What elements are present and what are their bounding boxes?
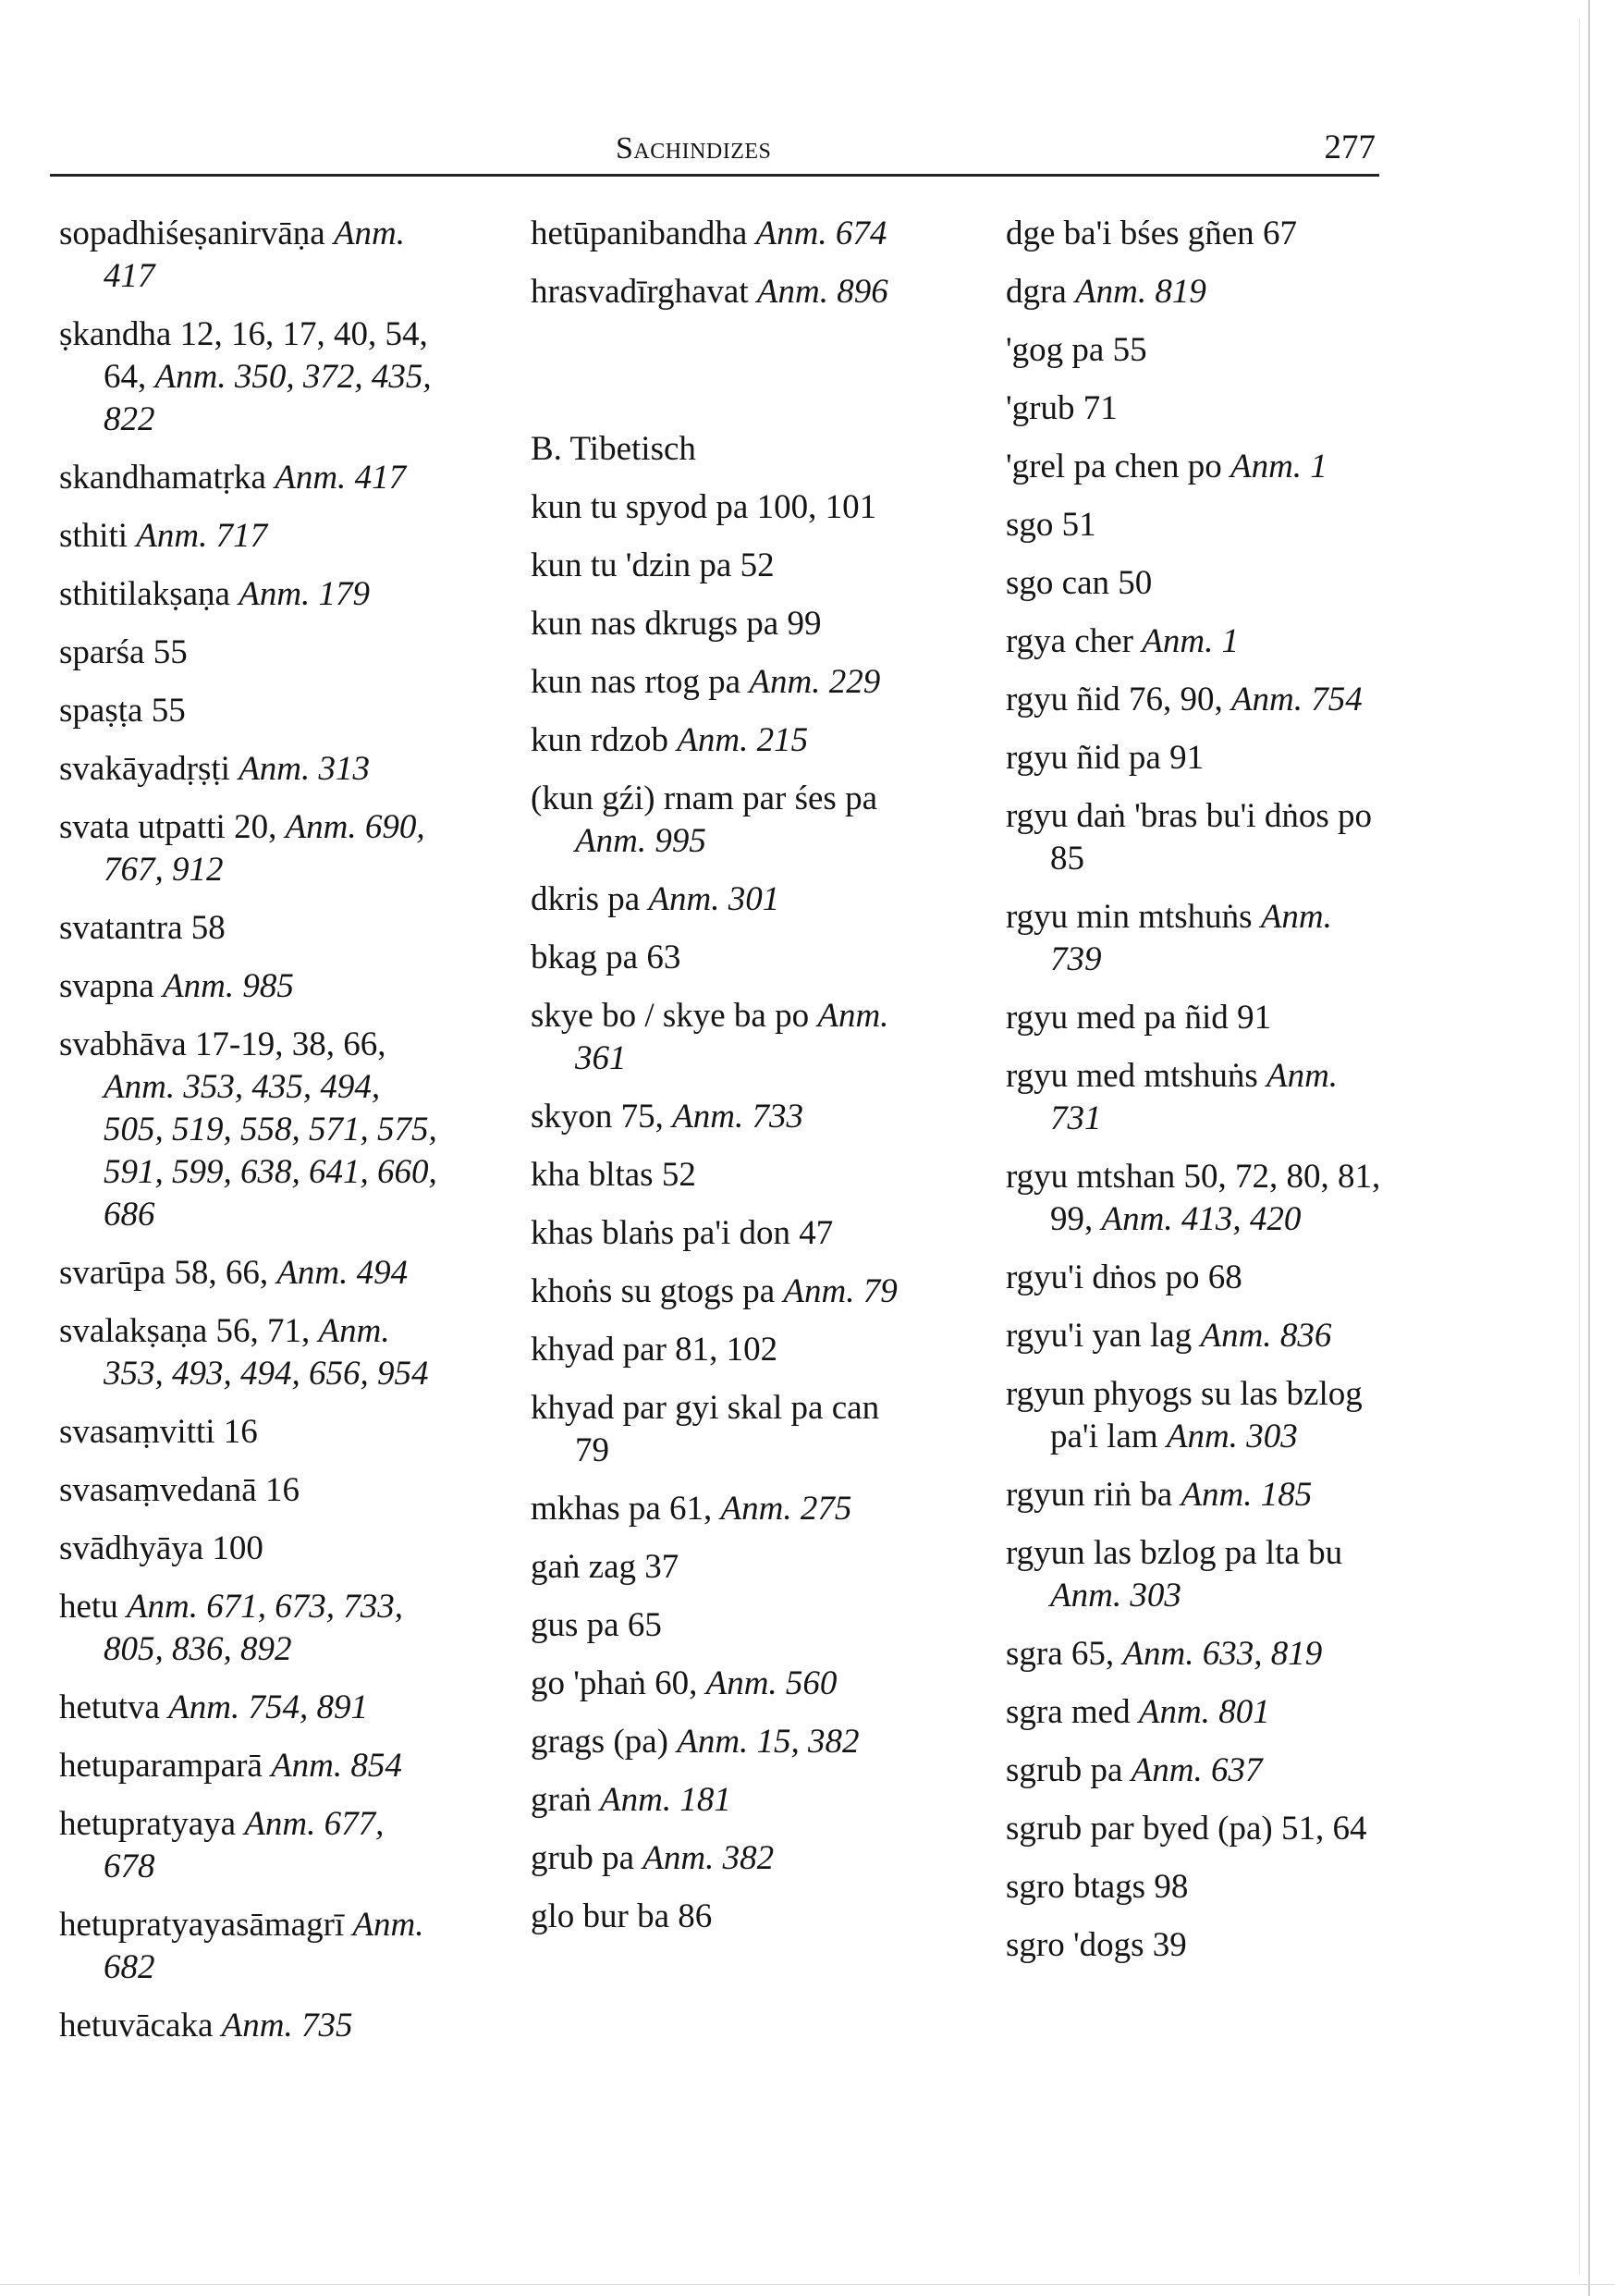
running-header [50, 120, 1379, 177]
note-refs: 896 [837, 273, 888, 311]
page-refs: 91 [1169, 739, 1205, 777]
index-term: 'grub [1006, 389, 1075, 427]
index-term: rgyu mtshan [1006, 1158, 1176, 1196]
page-refs: 51 [1061, 506, 1096, 544]
index-term: rgyu med mtshuṅs [1006, 1057, 1258, 1095]
index-term: kun rdzob [531, 721, 668, 759]
page-refs: 100 [212, 1529, 263, 1567]
note-label: Anm. [720, 1490, 792, 1528]
index-term: glo bur ba [531, 1897, 670, 1935]
index-term: svatantra [59, 909, 183, 947]
note-label: Anm. [1075, 273, 1147, 311]
index-entry [531, 1721, 910, 1763]
index-entry [1006, 1808, 1385, 1850]
note-label: Anm. [1230, 681, 1303, 718]
index-term: sgrub par byed (pa) [1006, 1810, 1273, 1848]
index-entry [59, 1586, 438, 1671]
note-refs: 361 [575, 1039, 627, 1077]
index-entry [531, 603, 910, 645]
note-label: Anm. [672, 1098, 744, 1136]
note-label: Anm. [275, 459, 347, 497]
index-entry [531, 1546, 910, 1589]
index-entry [59, 1528, 438, 1570]
index-entry [1006, 446, 1385, 488]
note-refs: 690, 767, 912 [104, 808, 425, 889]
page-refs: 50, 72, 80, 81, 99, [1050, 1158, 1381, 1238]
index-entry [59, 2005, 438, 2047]
index-term: hetupratyayasāmagrī [59, 1906, 345, 1944]
index-term: rgyun riṅ ba [1006, 1476, 1173, 1514]
note-label: Anm. [163, 967, 235, 1005]
note-refs: 819 [1155, 273, 1206, 311]
page-edge-line [1588, 0, 1590, 2296]
index-entry [1006, 1924, 1385, 1967]
index-term: rgyun las bzlog pa lta bu [1006, 1534, 1343, 1572]
index-entry [531, 661, 910, 704]
index-term: sgra [1006, 1635, 1063, 1673]
index-entry [531, 271, 910, 313]
note-refs: 754 [1311, 681, 1363, 718]
index-term: khyad par gyi skal pa can [531, 1389, 880, 1427]
index-term: skye bo / skye ba po [531, 997, 810, 1035]
header-title: Sachindizes [616, 131, 772, 166]
index-term: sopadhiśeṣanirvāṇa [59, 215, 325, 252]
index-entry [1006, 1866, 1385, 1909]
note-label: Anm. [677, 1723, 749, 1761]
note-refs: 301 [728, 880, 780, 918]
note-label: Anm. [1266, 1057, 1339, 1095]
page-refs: 61, [669, 1490, 713, 1528]
page-refs: 63 [646, 939, 681, 976]
note-refs: 995 [655, 822, 706, 860]
index-entry [531, 1212, 910, 1255]
note-label: Anm. [1131, 1751, 1203, 1789]
note-refs: 382 [722, 1839, 775, 1877]
index-entry [1006, 1532, 1385, 1617]
page-refs: 16 [264, 1471, 300, 1509]
index-entry [59, 1310, 438, 1395]
index-term: 'grel pa chen po [1006, 448, 1222, 485]
index-entry [531, 1329, 910, 1371]
page-refs: 65 [627, 1606, 662, 1644]
page-refs: 39 [1152, 1926, 1187, 1964]
page-refs: 55 [1112, 331, 1147, 369]
note-refs: 413, 420 [1181, 1200, 1302, 1238]
note-refs: 353, 493, 494, 656, 954 [104, 1355, 429, 1393]
index-term: go 'phaṅ [531, 1664, 646, 1702]
note-refs: 303 [1130, 1577, 1181, 1615]
note-label: Anm. [352, 1906, 424, 1944]
index-entry [59, 573, 438, 616]
index-entry [1006, 213, 1385, 255]
index-term: khoṅs su gtogs pa [531, 1272, 776, 1310]
index-entry [531, 778, 910, 863]
index-term: svakāyadṛṣṭi [59, 750, 230, 788]
index-entry [59, 1904, 438, 1989]
index-entry [59, 313, 438, 441]
page-refs: 52 [661, 1156, 696, 1194]
page-refs: 55 [151, 692, 186, 730]
index-term: hetuvācaka [59, 2007, 214, 2044]
index-term: bkag pa [531, 939, 639, 976]
index-term: 'gog pa [1006, 331, 1105, 369]
index-entry [531, 1387, 910, 1472]
index-entry [59, 1024, 438, 1236]
page-refs: 47 [799, 1214, 834, 1252]
note-label: Anm. [642, 1839, 715, 1877]
index-term: svalakṣaṇa [59, 1312, 208, 1350]
note-label: Anm. [749, 663, 821, 701]
note-refs: 417 [104, 257, 155, 295]
note-refs: 717 [215, 517, 268, 555]
note-label: Anm. [705, 1664, 777, 1702]
index-entry [1006, 997, 1385, 1039]
index-entry [59, 965, 438, 1008]
note-refs: 1 [1310, 448, 1327, 485]
note-label: Anm. [239, 575, 311, 613]
note-label: Anm. [271, 1747, 343, 1785]
index-entry [1006, 1750, 1385, 1792]
page-bottom-line [0, 2284, 1615, 2285]
index-entry [1006, 795, 1385, 880]
note-label: Anm. [1122, 1635, 1194, 1673]
note-refs: 1 [1221, 622, 1240, 660]
note-label: Anm. [648, 880, 720, 918]
index-entry [1006, 329, 1385, 372]
note-refs: 275 [800, 1490, 852, 1528]
index-entry [1006, 620, 1385, 663]
index-entry [531, 1271, 910, 1313]
index-entry [59, 457, 438, 499]
index-term: rgyu ñid [1006, 681, 1120, 718]
index-term: kun nas rtog pa [531, 663, 741, 701]
index-term: gaṅ zag [531, 1548, 637, 1586]
note-refs: 633, 819 [1202, 1635, 1323, 1673]
index-entry [531, 719, 910, 762]
index-term: svasaṃvitti [59, 1413, 215, 1451]
index-entry [59, 1745, 438, 1787]
note-refs: 801 [1218, 1693, 1270, 1731]
index-entry [1006, 562, 1385, 605]
index-entry [531, 1779, 910, 1822]
page-refs: 37 [644, 1548, 679, 1586]
note-refs: 836 [1279, 1317, 1332, 1355]
index-entry [531, 878, 910, 921]
index-entry [531, 213, 910, 255]
index-term: skandhamatṛka [59, 459, 266, 497]
index-column-1 [59, 213, 438, 2063]
note-label: Anm. [136, 517, 208, 555]
sanskrit-continuation [531, 213, 910, 313]
index-term: graṅ [531, 1781, 592, 1819]
index-term: khas blaṅs pa'i don [531, 1214, 791, 1252]
note-refs: 731 [1050, 1099, 1102, 1137]
page-refs: 20, [234, 808, 277, 846]
note-label: Anm. [104, 1068, 176, 1106]
index-entry [59, 1687, 438, 1729]
index-term: svarūpa [59, 1254, 166, 1292]
index-entry [531, 1488, 910, 1530]
index-term: rgyu daṅ 'bras bu'i dṅos po [1006, 797, 1372, 835]
page-refs: 75, [620, 1098, 664, 1136]
note-refs: 854 [350, 1747, 402, 1785]
note-label: Anm. [1260, 898, 1332, 936]
note-label: Anm. [756, 273, 828, 311]
note-label: Anm. [1200, 1317, 1272, 1355]
note-label: Anm. [755, 215, 827, 252]
note-refs: 215 [756, 721, 809, 759]
index-entry [59, 1803, 438, 1888]
index-term: rgya cher [1006, 622, 1133, 660]
index-entry [59, 806, 438, 891]
index-entry [59, 1469, 438, 1512]
index-entry [1006, 1474, 1385, 1516]
note-refs: 637 [1210, 1751, 1263, 1789]
index-entry [1006, 1691, 1385, 1734]
index-term: grags (pa) [531, 1723, 668, 1761]
page-refs: 71 [1083, 389, 1118, 427]
index-term: mkhas pa [531, 1490, 661, 1528]
tibetan-entries [531, 486, 910, 1938]
index-term: hrasvadīrghavat [531, 273, 749, 311]
index-entry [1006, 737, 1385, 780]
note-label: Anm. [285, 808, 357, 846]
index-entry [531, 1837, 910, 1880]
note-refs: 185 [1260, 1476, 1313, 1514]
index-term: dgra [1006, 273, 1067, 311]
note-label: Anm. [600, 1781, 672, 1819]
index-term: rgyu med pa ñid [1006, 999, 1229, 1037]
note-refs: 313 [318, 750, 371, 788]
index-term: hetutva [59, 1688, 160, 1726]
index-term: kun tu 'dzin pa [531, 546, 732, 584]
page-refs: 81, 102 [675, 1331, 778, 1369]
page-refs: 55 [153, 633, 188, 671]
index-term: sthiti [59, 517, 128, 555]
index-entry [1006, 1257, 1385, 1299]
index-entry [531, 995, 910, 1080]
page-edge-line-inner [1579, 18, 1580, 2275]
page-refs: 85 [1050, 840, 1084, 878]
index-term: kun tu spyod pa [531, 488, 749, 526]
note-label: Anm. [1230, 448, 1303, 485]
page-refs: 76, 90, [1128, 681, 1223, 718]
note-refs: 733 [752, 1098, 803, 1136]
note-refs: 353, 435, 494, 505, 519, 558, 571, 575, 591, 599, 638, 641, 660, 686 [104, 1068, 437, 1234]
note-label: Anm. [783, 1272, 855, 1310]
page-refs: 50 [1118, 564, 1153, 602]
index-term: rgyun phyogs su las bzlog pa'i lam [1006, 1375, 1363, 1455]
index-entry [531, 486, 910, 529]
page-refs: 67 [1262, 215, 1297, 252]
index-entry [1006, 1055, 1385, 1140]
note-refs: 985 [242, 967, 294, 1005]
index-term: sgro 'dogs [1006, 1926, 1144, 1964]
note-label: Anm. [168, 1688, 240, 1726]
note-label: Anm. [276, 1254, 349, 1292]
index-term: spaṣṭa [59, 692, 143, 730]
index-entry [59, 690, 438, 732]
page-refs: 65, [1071, 1635, 1115, 1673]
index-entry [531, 545, 910, 587]
page-refs: 60, [655, 1664, 698, 1702]
index-entry [531, 1663, 910, 1705]
section-heading-tibetan: B. Tibetisch [531, 430, 696, 468]
page-refs: 58, 66, [174, 1254, 269, 1292]
index-term: kun nas dkrugs pa [531, 605, 779, 643]
index-entry [1006, 896, 1385, 981]
index-term: svādhyāya [59, 1529, 204, 1567]
index-term: rgyu'i dṅos po [1006, 1259, 1200, 1296]
note-refs: 79 [863, 1272, 898, 1310]
note-label: Anm. [1142, 622, 1214, 660]
index-entry [531, 1096, 910, 1138]
page-number: 277 [1324, 129, 1376, 166]
index-entry [1006, 679, 1385, 721]
note-refs: 303 [1246, 1418, 1298, 1455]
index-entry [59, 1252, 438, 1295]
index-term: rgyu ñid pa [1006, 739, 1161, 777]
index-term: sgo can [1006, 564, 1109, 602]
index-term: rgyu'i yan lag [1006, 1317, 1193, 1355]
index-term: (kun gźi) rnam par śes pa [531, 780, 878, 817]
page-refs: 12, 16, 17, 40, 54, 64, [104, 315, 428, 396]
index-entry [59, 213, 438, 298]
index-term: gus pa [531, 1606, 619, 1644]
note-label: Anm. [1050, 1577, 1122, 1615]
note-refs: 674 [835, 215, 887, 252]
page-refs: 91 [1237, 999, 1272, 1037]
note-refs: 671, 673, 733, 805, 836, 892 [104, 1588, 404, 1668]
note-refs: 229 [828, 663, 881, 701]
index-term: rgyu min mtshuṅs [1006, 898, 1253, 936]
index-term: sgo [1006, 506, 1054, 544]
note-refs: 739 [1050, 940, 1102, 978]
index-column-3 [1006, 213, 1385, 1983]
note-label: Anm. [318, 1312, 390, 1350]
index-entry [1006, 504, 1385, 546]
index-term: kha bltas [531, 1156, 654, 1194]
note-label: Anm. [1101, 1200, 1173, 1238]
index-entry [59, 748, 438, 791]
index-entry [531, 1154, 910, 1197]
note-label: Anm. [154, 358, 226, 396]
index-entry [1006, 1373, 1385, 1458]
note-refs: 682 [104, 1948, 155, 1986]
index-entry [1006, 1633, 1385, 1676]
index-entry [59, 907, 438, 950]
note-label: Anm. [1166, 1418, 1238, 1455]
note-refs: 15, 382 [756, 1723, 860, 1761]
index-entry [531, 1896, 910, 1938]
index-term: khyad par [531, 1331, 667, 1369]
note-refs: 350, 372, 435, 822 [104, 358, 432, 438]
index-entry [59, 515, 438, 558]
index-term: sgra med [1006, 1693, 1131, 1731]
index-term: sgrub pa [1006, 1751, 1123, 1789]
note-label: Anm. [1138, 1693, 1210, 1731]
index-term: sparśa [59, 633, 145, 671]
index-term: dkris pa [531, 880, 641, 918]
page-refs: 100, 101 [756, 488, 877, 526]
note-refs: 677, 678 [104, 1805, 385, 1885]
index-entry [531, 1604, 910, 1647]
index-term: hetūpanibandha [531, 215, 748, 252]
note-label: Anm. [1181, 1476, 1253, 1514]
page-refs: 51, 64 [1280, 1810, 1367, 1848]
note-refs: 560 [785, 1664, 838, 1702]
index-entry [1006, 1315, 1385, 1357]
note-label: Anm. [126, 1588, 199, 1626]
note-refs: 417 [354, 459, 407, 497]
index-term: hetupratyaya [59, 1805, 237, 1843]
index-entry [1006, 271, 1385, 313]
page-refs: 98 [1154, 1868, 1189, 1906]
index-entry [59, 632, 438, 674]
index-term: hetu [59, 1588, 118, 1626]
note-label: Anm. [677, 721, 749, 759]
index-term: ṣkandha [59, 315, 172, 353]
page-refs: 16 [223, 1413, 258, 1451]
index-column-2 [531, 213, 910, 1954]
note-refs: 181 [679, 1781, 731, 1819]
index-term: hetuparamparā [59, 1747, 263, 1785]
note-label: Anm. [817, 997, 889, 1035]
note-label: Anm. [244, 1805, 316, 1843]
note-label: Anm. [333, 215, 406, 252]
note-label: Anm. [221, 2007, 293, 2044]
note-refs: 179 [318, 575, 371, 613]
page-refs: 58 [190, 909, 226, 947]
index-term: svapna [59, 967, 154, 1005]
index-entry [1006, 387, 1385, 430]
note-refs: 735 [300, 2007, 353, 2044]
index-term: svasaṃvedanā [59, 1471, 257, 1509]
page-refs: 56, 71, [215, 1312, 311, 1350]
index-term: svata utpatti [59, 808, 226, 846]
index-entry [1006, 1156, 1385, 1241]
index-entry [59, 1411, 438, 1454]
page-refs: 79 [575, 1431, 609, 1469]
index-term: sthitilakṣaṇa [59, 575, 230, 613]
note-label: Anm. [239, 750, 311, 788]
index-term: svabhāva [59, 1025, 187, 1063]
page-refs: 86 [678, 1897, 713, 1935]
note-refs: 754, 891 [248, 1688, 368, 1726]
index-term: skyon [531, 1098, 613, 1136]
index-entry [531, 937, 910, 979]
index-term: dge ba'i bśes gñen [1006, 215, 1254, 252]
index-term: grub pa [531, 1839, 634, 1877]
index-term: sgro btags [1006, 1868, 1146, 1906]
note-label: Anm. [575, 822, 647, 860]
page-refs: 52 [740, 546, 775, 584]
page-refs: 68 [1207, 1259, 1242, 1296]
page-refs: 17-19, 38, 66, [194, 1025, 386, 1063]
page-refs: 99 [787, 605, 822, 643]
note-refs: 494 [356, 1254, 409, 1292]
